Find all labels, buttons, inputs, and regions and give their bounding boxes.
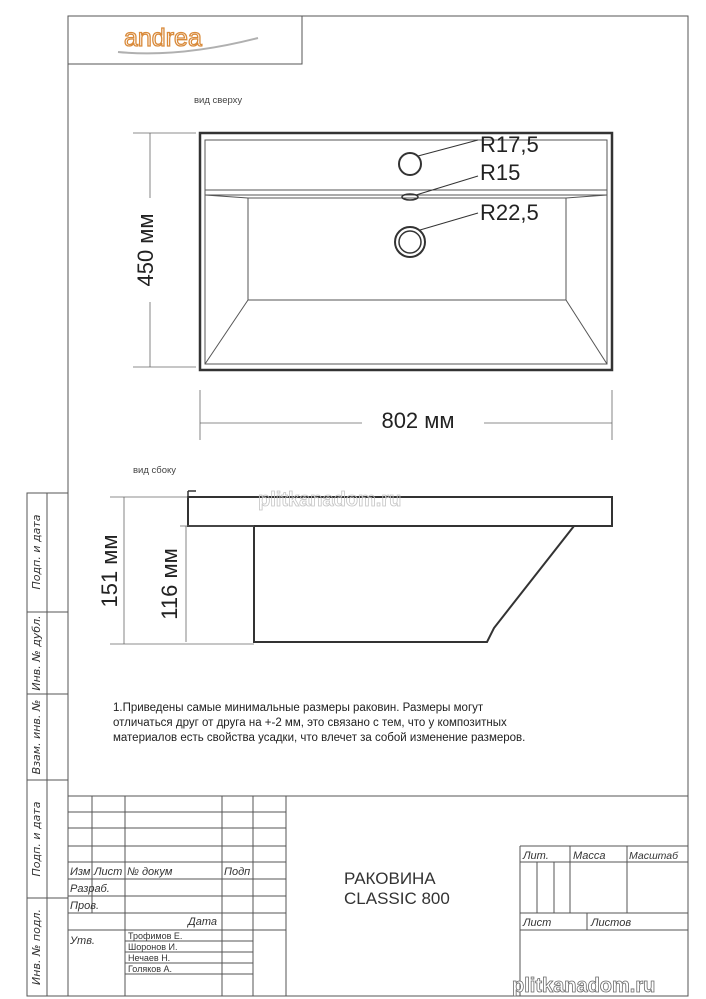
radius-overflow-label: R17,5 <box>480 132 539 157</box>
sink-top-view <box>200 133 612 370</box>
total-height-label: 151 мм <box>97 534 122 608</box>
stamp-inv-podl: Инв. № подл. <box>30 909 43 985</box>
tb-podp: Подп <box>224 866 251 878</box>
radius-drain-label: R22,5 <box>480 200 539 225</box>
tb-lit: Лит. <box>523 850 549 862</box>
basin-body <box>254 526 574 642</box>
width-dimension <box>200 390 612 440</box>
stamp-inv-dubl: Инв. № дубл. <box>30 615 43 691</box>
tb-name-3: Нечаев Н. <box>128 953 171 963</box>
footer-watermark: plitkanadom.ru <box>512 975 656 997</box>
tb-name-2: Шоронов И. <box>128 942 178 952</box>
sink-side-view <box>188 491 612 642</box>
leader-line <box>418 140 478 156</box>
top-view-label: вид сверху <box>194 95 243 106</box>
tb-izm: Изм <box>70 866 91 878</box>
stamp-podp-data-1: Подп. и дата <box>30 514 43 590</box>
leader-line <box>420 213 478 230</box>
tb-razrab: Разраб. <box>70 883 110 895</box>
radius-tap-label: R15 <box>480 160 521 185</box>
leader-line <box>416 176 478 195</box>
bowl-outer <box>205 195 607 364</box>
side-view-label: вид сбоку <box>133 465 177 476</box>
drain-hole-inner <box>399 231 421 253</box>
width-label: 802 мм <box>381 408 455 433</box>
depth-dimension <box>133 133 196 367</box>
depth-label: 450 мм <box>133 213 158 287</box>
stamp-podp-data-2: Подп. и дата <box>30 801 43 877</box>
bowl-height-label: 116 мм <box>157 548 182 620</box>
overflow-hole <box>399 153 421 175</box>
watermark-text: plitkanadom.ru <box>258 489 402 511</box>
tb-data: Дата <box>188 916 218 928</box>
tb-dokum: № докум <box>127 866 173 878</box>
tb-list2: Лист <box>523 917 552 929</box>
tb-prov: Пров. <box>70 900 100 912</box>
bowl-height-dimension <box>157 526 254 642</box>
andrea-logo <box>118 24 258 53</box>
note-line-2: отличаться друг от друга на +-2 мм, это связано с тем, что у композитных <box>113 717 507 729</box>
note-line-1: 1.Приведены самые минимальные размеры раковин. Размеры могут <box>113 702 484 714</box>
tb-utv: Утв. <box>70 935 95 947</box>
dimension-note <box>113 701 653 746</box>
tb-massa: Масса <box>573 850 606 862</box>
stamp-vzam-inv: Взам. инв. № <box>30 699 43 775</box>
drawing-title-2: CLASSIC 800 <box>344 889 450 908</box>
bowl-edge <box>205 300 248 364</box>
logo-text: andrea <box>124 24 202 52</box>
note-line-3: материалов есть свойства усадки, что влечет за собой изменение размеров. <box>113 732 526 744</box>
tb-listov: Листов <box>591 917 632 929</box>
bowl-edge <box>566 300 607 364</box>
tb-name-1: Трофимов Е. <box>128 931 183 941</box>
tb-masshtab: Масштаб <box>629 850 679 862</box>
tb-name-4: Голяков А. <box>128 964 173 974</box>
tb-list: Лист <box>94 866 123 878</box>
drawing-title-1: РАКОВИНА <box>344 869 436 888</box>
